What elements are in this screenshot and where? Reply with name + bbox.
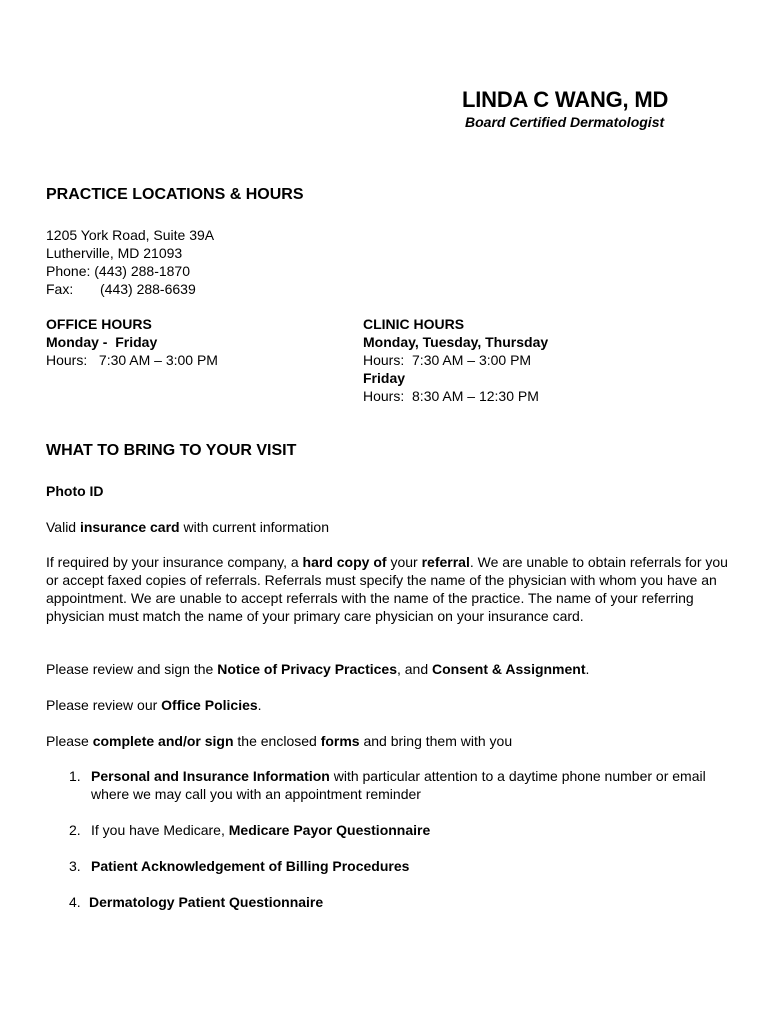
list-item-dermatology: Dermatology Patient Questionnaire: [89, 894, 324, 910]
doctor-title: Board Certified Dermatologist: [465, 114, 665, 130]
clinic-hours-heading: CLINIC HOURS: [363, 316, 465, 332]
clinic-hours-days-1: Monday, Tuesday, Thursday: [363, 334, 549, 350]
referral-paragraph: If required by your insurance company, a hard copy of your referral. We are unable to obtain referrals for you or accept faxed copies of referrals. Referrals must specify the name of the physician with whom you have an appointment. We are unable to accept referrals with the name of the practice. The name of your referring physician must match the name of your primary care physician on your insurance card.: [46, 554, 728, 624]
list-item-billing: Patient Acknowledgement of Billing Procedures: [91, 858, 410, 874]
office-hours-time: Hours: 7:30 AM – 3:00 PM: [46, 352, 218, 368]
clinic-hours-time-2: Hours: 8:30 AM – 12:30 PM: [363, 388, 539, 404]
phone-number: Phone: (443) 288-1870: [46, 263, 190, 279]
forms-line: Please complete and/or sign the enclosed forms and bring them with you: [46, 733, 513, 749]
visit-heading: WHAT TO BRING TO YOUR VISIT: [46, 442, 297, 459]
fax-label: Fax:: [46, 281, 74, 297]
privacy-line: Please review and sign the Notice of Privacy Practices, and Consent & Assignment.: [46, 661, 590, 677]
list-item-personal-insurance: Personal and Insurance Information with particular attention to a daytime phone number or email where we may call you with an appointment reminder: [91, 768, 706, 802]
list-number-3: 3.: [69, 858, 81, 874]
clinic-hours-time-1: Hours: 7:30 AM – 3:00 PM: [363, 352, 532, 368]
list-number-1: 1.: [69, 768, 81, 784]
policies-line: Please review our Office Policies.: [46, 697, 262, 713]
address-line-1: 1205 York Road, Suite 39A: [46, 227, 215, 243]
address-line-2: Lutherville, MD 21093: [46, 245, 183, 261]
locations-heading: PRACTICE LOCATIONS & HOURS: [46, 186, 304, 203]
office-hours-days: Monday - Friday: [46, 334, 158, 350]
list-item-medicare: If you have Medicare, Medicare Payor Questionnaire: [91, 822, 431, 838]
list-number-2: 2.: [69, 822, 81, 838]
office-hours-heading: OFFICE HOURS: [46, 316, 152, 332]
clinic-hours-days-2: Friday: [363, 370, 406, 386]
fax-number: (443) 288-6639: [100, 281, 196, 297]
photo-id: Photo ID: [46, 483, 104, 499]
insurance-card-line: Valid insurance card with current information: [46, 519, 329, 535]
doctor-name: LINDA C WANG, MD: [462, 87, 669, 112]
list-number-4: 4.: [69, 894, 81, 910]
